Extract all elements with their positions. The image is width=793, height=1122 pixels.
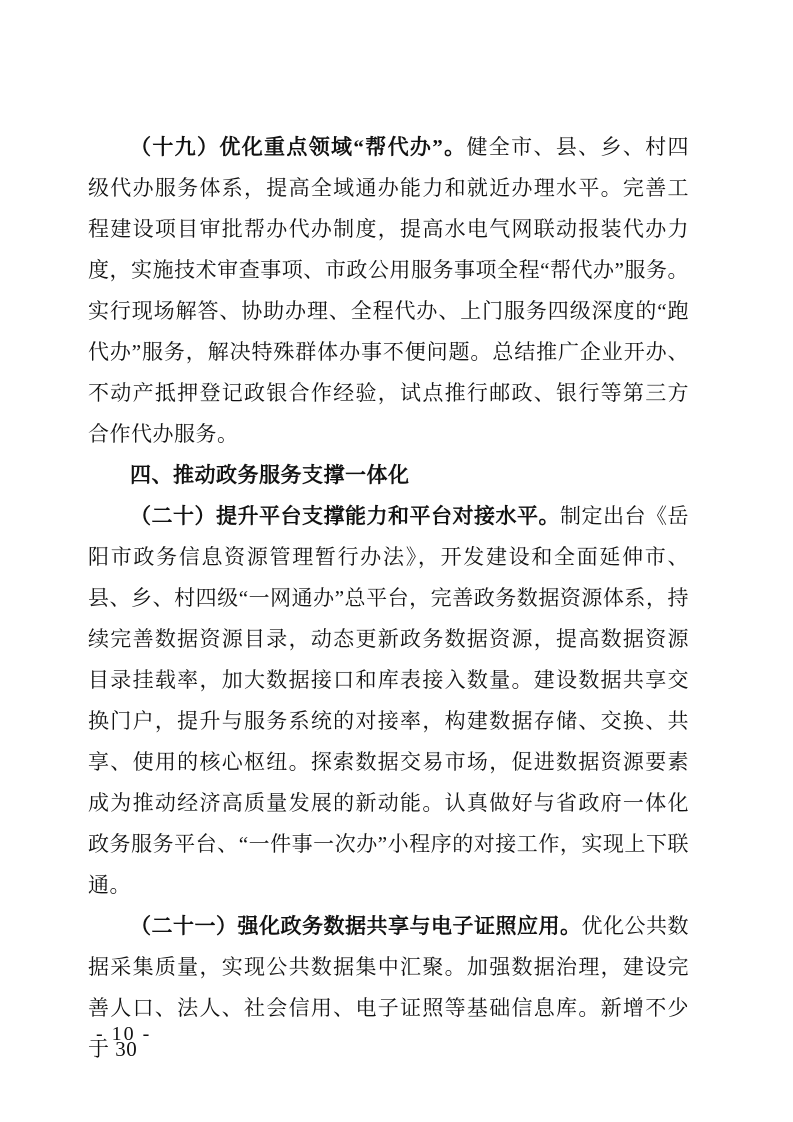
- paragraph-21-text: 优化公共数据采集质量，实现公共数据集中汇聚。加强数据治理，建设完善人口、法人、社会信用、电子证照等基础信息库。新增不少于 30: [88, 914, 689, 1061]
- paragraph-20-text: 制定出台《岳阳市政务信息资源管理暂行办法》，开发建设和全面延伸市、县、乡、村四级“一网通办”总平台，完善政务数据资源体系，持续完善数据资源目录，动态更新政务数据资源，提高数据资源目录挂载率，加大数据接口和库表接入数量。建设数据共享交换门户，提升与服务系统的对接率，构建数据存储、交换、共享、使用的核心枢纽。探索数据交易市场，促进数据资源要素成为推动经济高质量发展的新动能。认真做好与省政府一体化政务服务平台、“一件事一次办”小程序的对接工作，实现上下联通。: [88, 504, 689, 897]
- paragraph-19: [88, 127, 689, 455]
- section-heading-4: 四、推动政务服务支撑一体化: [130, 464, 410, 487]
- paragraph-20-lead: （二十）提升平台支撑能力和平台对接水平。: [130, 504, 560, 528]
- page-number: - 10 -: [96, 1023, 152, 1045]
- paragraph-19-lead: （十九）优化重点领域“帮代办”。: [130, 135, 467, 159]
- document-body: [88, 127, 689, 1070]
- paragraph-19-text: 健全市、县、乡、村四级代办服务体系，提高全域通办能力和就近办理水平。完善工程建设项目审批帮办代办制度，提高水电气网联动报装代办力度，实施技术审查事项、市政公用服务事项全程“帮代办”服务。实行现场解答、协助办理、全程代办、上门服务四级深度的“跑代办”服务，解决特殊群体办事不便问题。总结推广企业开办、不动产抵押登记政银合作经验，试点推行邮政、银行等第三方合作代办服务。: [88, 135, 690, 446]
- paragraph-21-lead: （二十一）强化政务数据共享与电子证照应用。: [130, 914, 582, 938]
- paragraph-21: [88, 906, 689, 1070]
- paragraph-20: [88, 496, 689, 906]
